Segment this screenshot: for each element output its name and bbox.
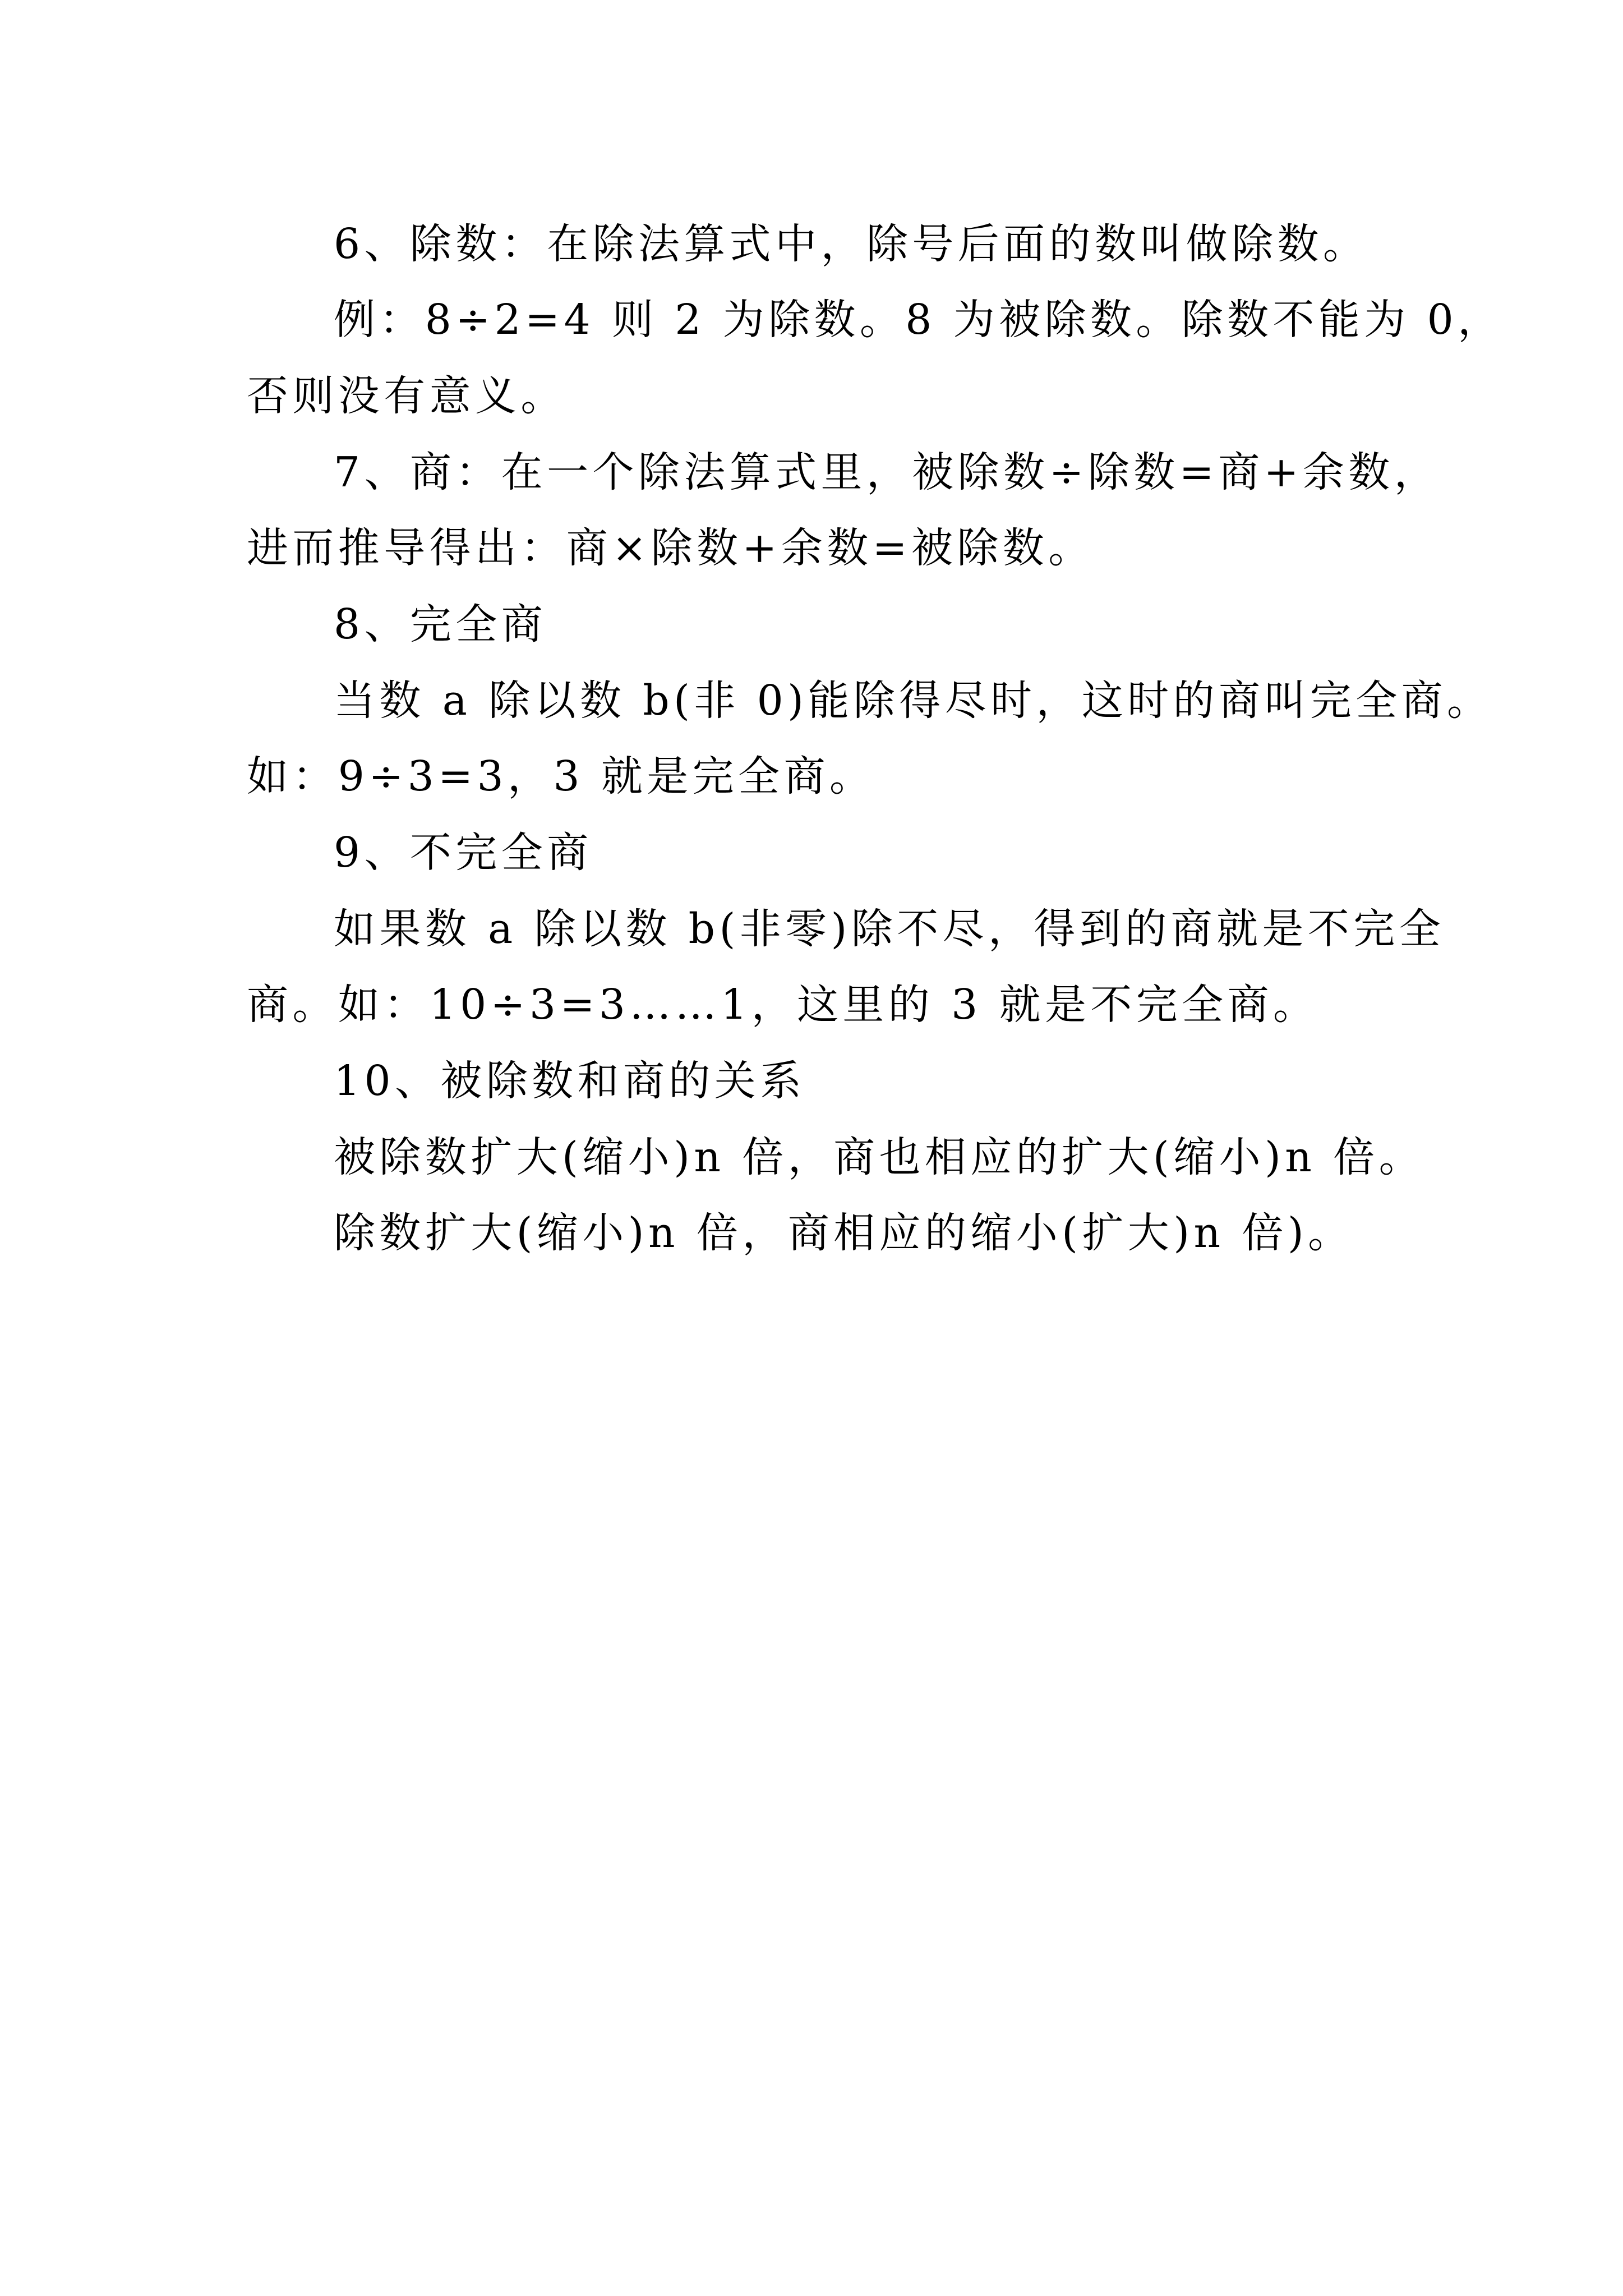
paragraph-9-body: 如果数 a 除以数 b(非零)除不尽，得到的商就是不完全 xyxy=(334,905,1445,953)
heading-8: 8、完全商 xyxy=(334,600,547,648)
heading-10: 10、被除数和商的关系 xyxy=(334,1057,806,1105)
paragraph-8-body: 当数 a 除以数 b(非 0)能除得尽时，这时的商叫完全商。 xyxy=(334,677,1493,725)
paragraph-7-cont: 进而推导得出：商×除数+余数=被除数。 xyxy=(247,524,1094,572)
paragraph-9-example: 商。如：10÷3=3……1，这里的 3 就是不完全商。 xyxy=(247,981,1319,1029)
heading-9: 9、不完全商 xyxy=(334,829,593,877)
paragraph-6-example: 例：8÷2=4 则 2 为除数。8 为被除数。除数不能为 0， xyxy=(334,296,1504,344)
paragraph-6-title: 6、除数：在除法算式中，除号后面的数叫做除数。 xyxy=(334,220,1369,268)
paragraph-8-example: 如：9÷3=3，3 就是完全商。 xyxy=(247,752,875,800)
paragraph-7-title: 7、商：在一个除法算式里，被除数÷除数=商+余数， xyxy=(334,448,1440,496)
paragraph-10-rule-1: 被除数扩大(缩小)n 倍，商也相应的扩大(缩小)n 倍。 xyxy=(334,1133,1425,1181)
paragraph-6-example-cont: 否则没有意义。 xyxy=(247,372,566,420)
paragraph-10-rule-2: 除数扩大(缩小)n 倍，商相应的缩小(扩大)n 倍)。 xyxy=(334,1209,1354,1257)
